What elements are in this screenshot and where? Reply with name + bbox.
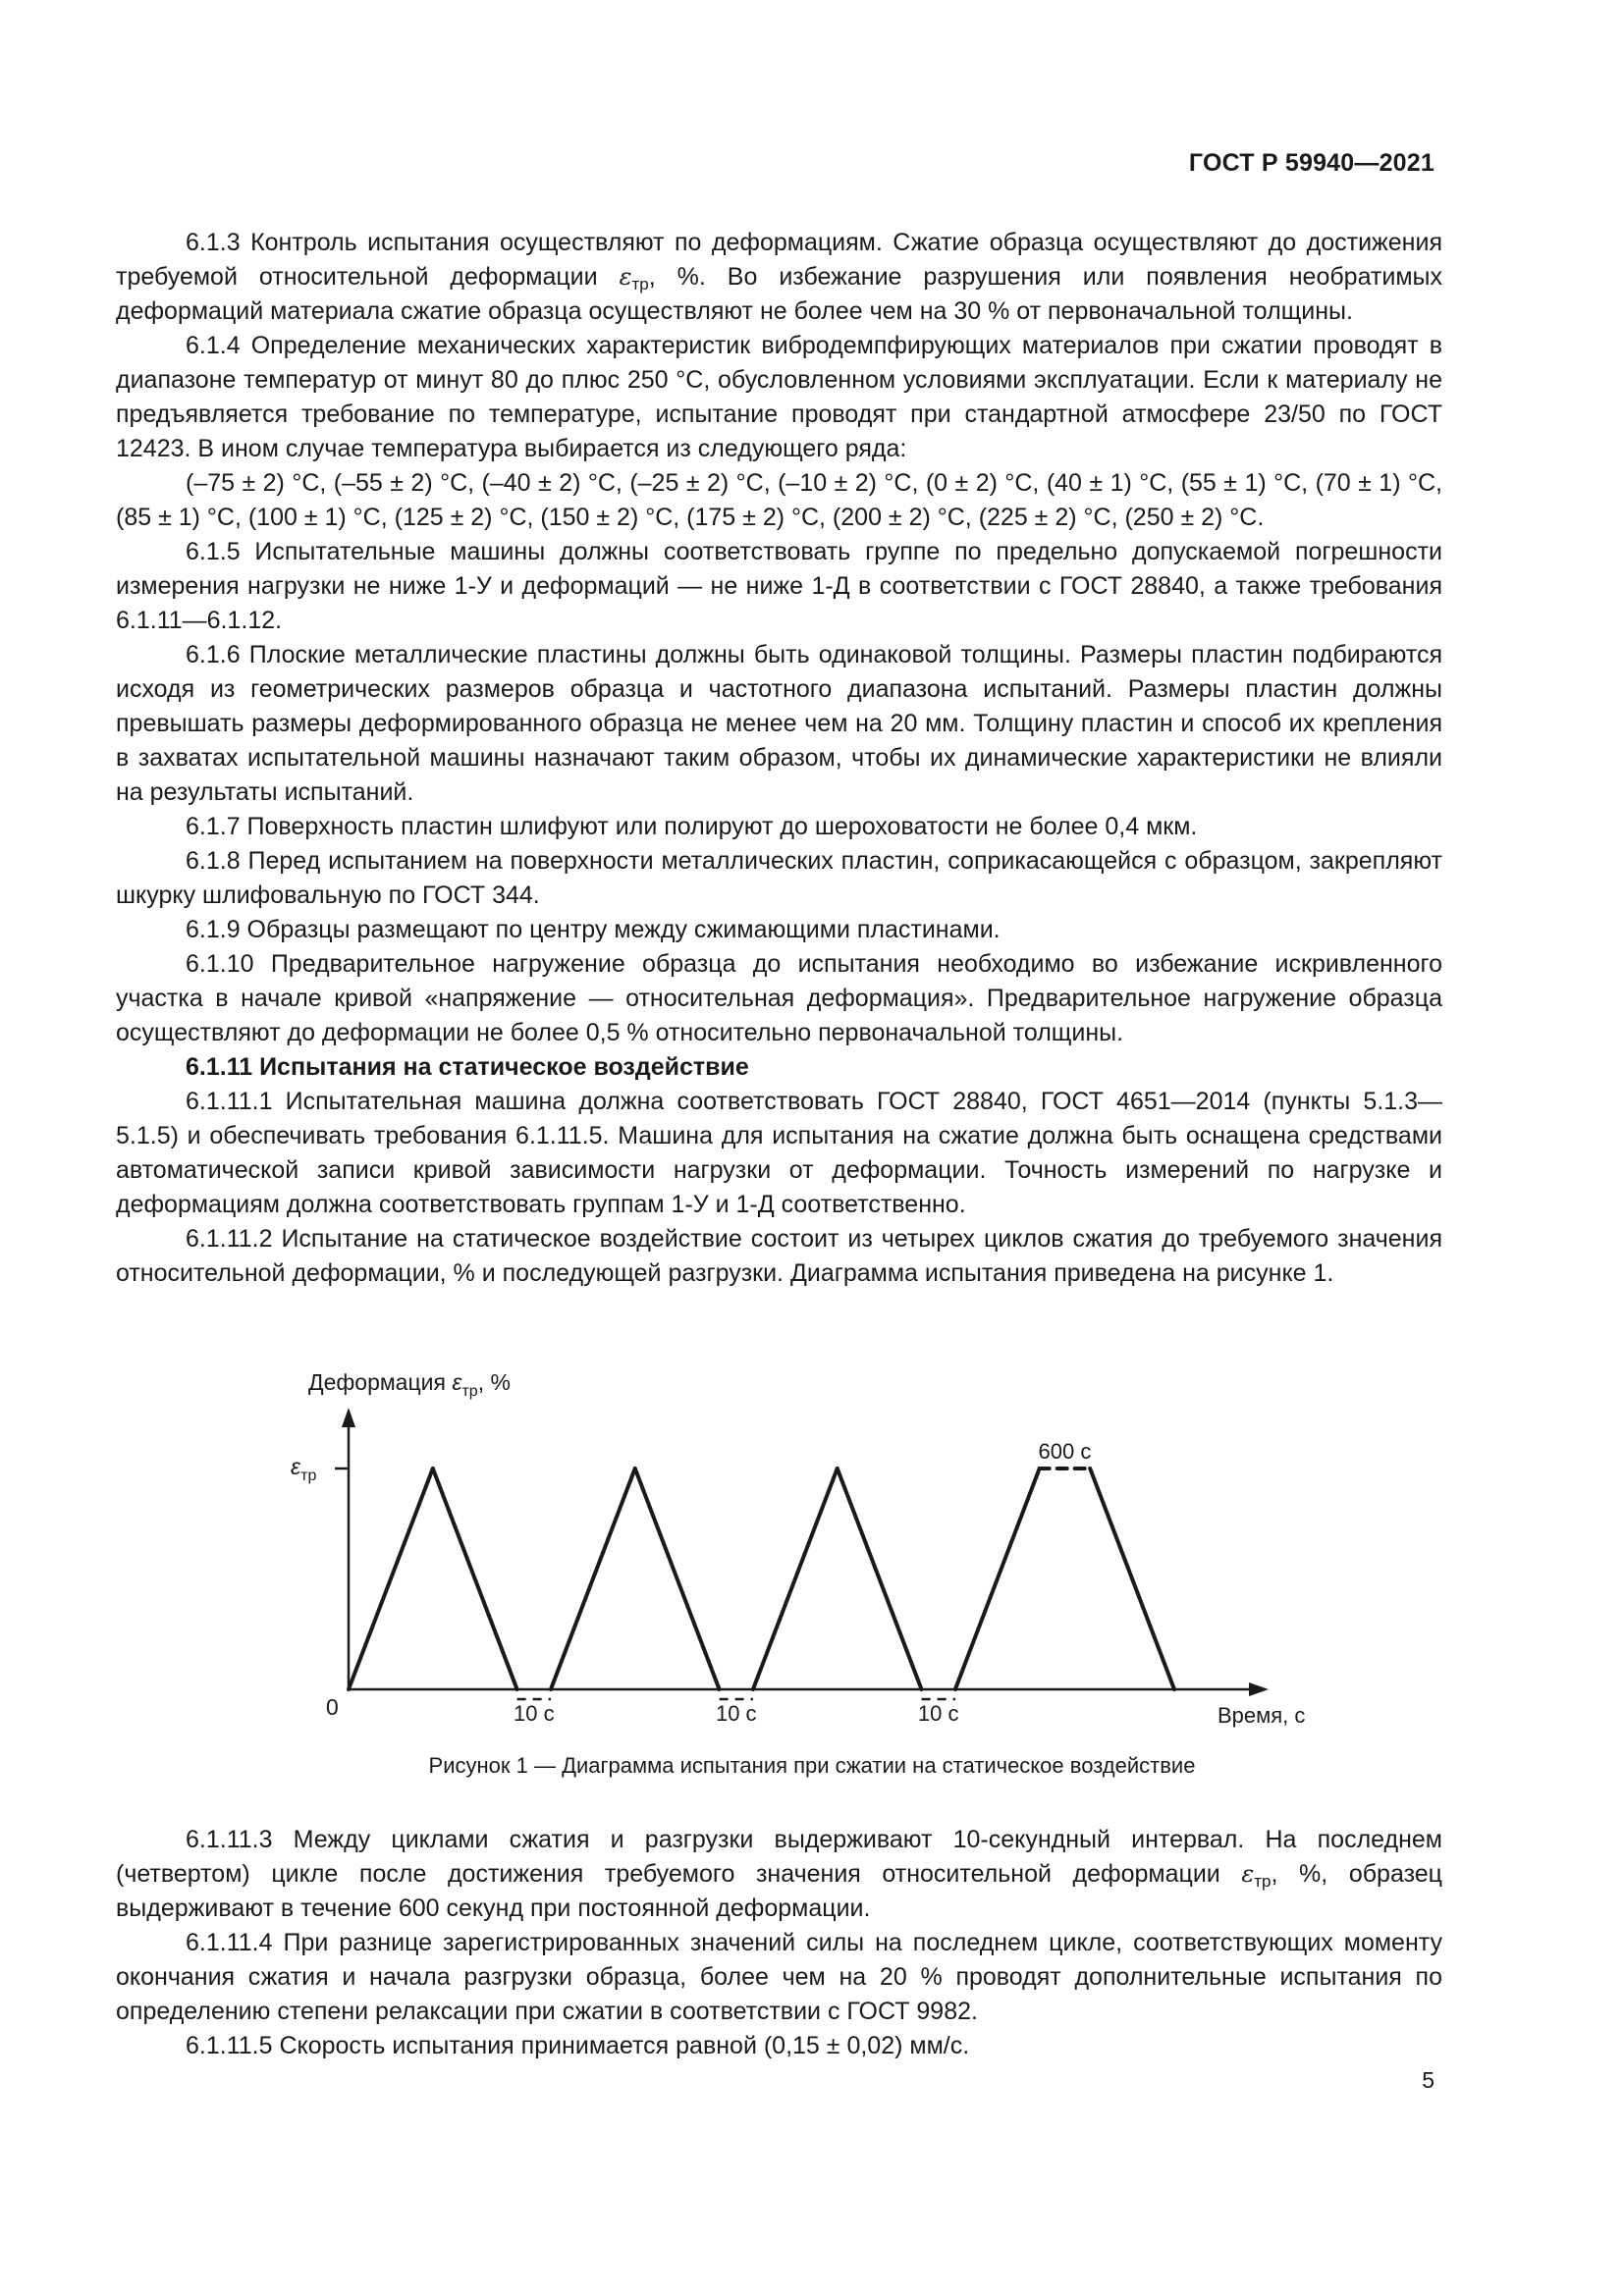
- paragraph-6-1-3: 6.1.3 Контроль испытания осуществляют по деформациям. Сжатие образца осуществляют до достижения требуемой относительной деформации $\varepsilon_{тр}$, %. Во избежание разрушения или появления необратимых деформаций материала сжатие образца осуществляют не более чем на 30 % от первоначальной толщины.: [116, 229, 1443, 325]
- figure-1: [0, 1355, 1624, 1806]
- pause-duration-label: 10 с: [513, 1701, 555, 1726]
- curve-segment: [838, 1468, 922, 1689]
- pause-duration-label: 10 с: [715, 1701, 757, 1726]
- section-heading-6-1-11: 6.1.11 Испытания на статическое воздействие: [186, 1053, 749, 1081]
- x-axis-arrow: [1249, 1682, 1269, 1696]
- text-block-top: [116, 226, 1442, 1291]
- y-axis-label: Деформация $\varepsilon_{тр}$, %: [308, 1369, 511, 1400]
- curve-segment: [1090, 1468, 1174, 1689]
- paragraph-6-1-11-1: 6.1.11.1 Испытательная машина должна соответствовать ГОСТ 28840, ГОСТ 4651—2014 (пункты 5.1.3—5.1.5) и обеспечивать требования 6.1.11.5. Машина для испытания на сжатие должна быть оснащена средствами автоматической записи кривой зависимости нагрузки от деформации. Точность измерений по нагрузке и деформациям должна соответствовать группам 1-У и 1-Д соответственно.: [116, 1088, 1442, 1218]
- curve-segment: [955, 1468, 1040, 1689]
- document-code: ГОСТ Р 59940—2021: [1188, 149, 1435, 177]
- origin-label: 0: [326, 1694, 339, 1720]
- figure-caption: Рисунок 1 — Диаграмма испытания при сжатии на статическое воздействие: [428, 1753, 1196, 1778]
- y-axis-arrow: [342, 1408, 355, 1427]
- curve-segment: [635, 1468, 720, 1689]
- paragraph-6-1-5: 6.1.5 Испытательные машины должны соответствовать группе по предельно допускаемой погрешности измерения нагрузки не ниже 1-У и деформаций — не ниже 1-Д в соответствии с ГОСТ 28840, а также требования 6.1.11—6.1.12.: [116, 538, 1442, 634]
- page-number: 5: [1422, 2067, 1435, 2093]
- paragraph-6-1-6: 6.1.6 Плоские металлические пластины должны быть одинаковой толщины. Размеры пластин подбираются исходя из геометрических размеров образца и частотного диапазона испытаний. Размеры пластин должны превышать размеры деформированного образца не менее чем на 20 мм. Толщину пластин и способ их крепления в захватах испытательной машины назначают таким образом, чтобы их динамические характеристики не влияли на результаты испытаний.: [116, 641, 1442, 806]
- curve-segment: [753, 1468, 838, 1689]
- paragraph-temperature-series: (–75 ± 2) °С, (–55 ± 2) °С, (–40 ± 2) °С, (–25 ± 2) °С, (–10 ± 2) °С, (0 ± 2) °С, (40 ± 1) °С, (55 ± 1) °С, (70 ± 1) °С, (85 ± 1) °С, (100 ± 1) °С, (125 ± 2) °С, (150 ± 2) °С, (175 ± 2) °С, (200 ± 2) °С, (225 ± 2) °С, (250 ± 2) °С.: [116, 469, 1442, 531]
- paragraph-6-1-10: 6.1.10 Предварительное нагружение образца до испытания необходимо во избежание искривленного участка в начале кривой «напряжение — относительная деформация». Предварительное нагружение образца осуществляют до деформации не более 0,5 % относительно первоначальной толщины.: [116, 950, 1442, 1046]
- paragraph-6-1-11-2: 6.1.11.2 Испытание на статическое воздействие состоит из четырех циклов сжатия до требуемого значения относительной деформации, % и последующей разгрузки. Диаграмма испытания приведена на рисунке 1.: [116, 1225, 1442, 1287]
- paragraph-6-1-4: 6.1.4 Определение механических характеристик вибродемпфирующих материалов при сжатии проводят в диапазоне температур от минут 80 до плюс 250 °С, обусловленном условиями эксплуатации. Если к материалу не предъявляется требование по температуре, испытание проводят при стандартной атмосфере 23/50 по ГОСТ 12423. В ином случае температура выбирается из следующего ряда:: [116, 332, 1442, 462]
- curve-segment: [433, 1468, 517, 1689]
- text-block-bottom: [116, 1823, 1442, 2063]
- paragraph-6-1-11-3: 6.1.11.3 Между циклами сжатия и разгрузки выдерживают 10-секундный интервал. На последнем (четвертом) цикле после достижения требуемого значения относительной деформации $\varepsilon_{тр}$, %, образец выдерживают в течение 600 секунд при постоянной деформации.: [116, 1826, 1442, 1922]
- paragraph-6-1-11-4: 6.1.11.4 При разнице зарегистрированных значений силы на последнем цикле, соответствующих моменту окончания сжатия и начала разгрузки образца, более чем на 20 % проводят дополнительные испытания по определению степени релаксации при сжатии в соответствии с ГОСТ 9982.: [116, 1929, 1442, 2025]
- y-tick-label: $\varepsilon_{тр}$: [291, 1454, 317, 1484]
- paragraph-6-1-7: 6.1.7 Поверхность пластин шлифуют или полируют до шероховатости не более 0,4 мкм.: [186, 813, 1198, 840]
- curve-segment: [349, 1468, 433, 1689]
- curve-segment: [551, 1468, 635, 1689]
- x-axis-label: Время, с: [1218, 1703, 1306, 1728]
- paragraph-6-1-11-5: 6.1.11.5 Скорость испытания принимается равной (0,15 ± 0,02) мм/с.: [186, 2032, 970, 2059]
- paragraph-6-1-9: 6.1.9 Образцы размещают по центру между сжимающими пластинами.: [186, 916, 1001, 943]
- deformation-time-chart: [0, 1355, 1624, 1747]
- hold-duration-label: 600 с: [1038, 1439, 1092, 1464]
- paragraph-6-1-8: 6.1.8 Перед испытанием на поверхности металлических пластин, соприкасающейся с образцом, закрепляют шкурку шлифовальную по ГОСТ 344.: [116, 847, 1442, 909]
- pause-duration-label: 10 с: [917, 1701, 959, 1726]
